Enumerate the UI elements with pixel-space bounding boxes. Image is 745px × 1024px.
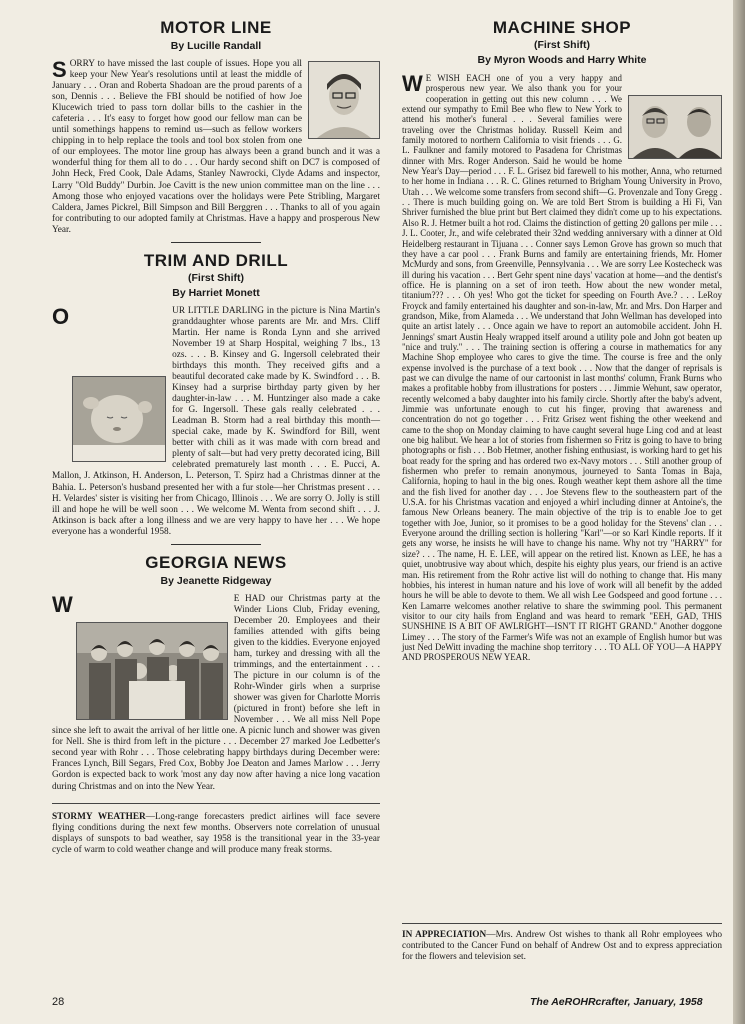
page-number: 28 [52, 996, 65, 1008]
byline: By Harriet Monett [172, 286, 260, 299]
article-title: MACHINE SHOP [492, 18, 632, 37]
horizontal-rule [52, 803, 380, 804]
note-text: —Long-range forecasters predict airlines will face severe flying conditions during the next few months. Observers note correlation of unusual displays of sunspots to bad weather, say 1958 is the transitional year in the 33-year cycle of warm to cold weather change and will produce many freak storms. [52, 811, 380, 855]
drop-cap: O [52, 303, 70, 329]
left-column [52, 18, 380, 856]
publication-footer: The AeROHRcrafter, January, 1958 [530, 996, 703, 1008]
article-title: TRIM AND DRILL [143, 250, 289, 270]
byline: By Jeanette Ridgeway [160, 574, 272, 587]
article-text: UR LITTLE DARLING in the picture is Nina Martin's granddaughter whose parents are Mr. and Mrs. Cliff Martin. Her name is Ronda Lynn and she arrived November 19 at Sharp Hospital, weighing 7 lbs., 13 ozs. . . . B. Kinsey and G. Ingersoll celebrated their birthdays this month. They received gifts and a beautiful decorated cake made by K. Swindford . . . B. Kinsey had a surprise birthday party given by her daughter-in-law . . . M. Huntzinger also made a cake for G. Ingersoll. These gals really celebrated . . . Leadman B. Storm had a real birthday this month—special cake, made by K. Swindford for Bill, went better with chili as it was made with corn bread and plenty of salt—but had very pretty decorated icing, Bill celebrated prematurely last month . . . E. Pucci, A. Mallon, J. Atkinson, H. Anderson, L. Peterson, T. Spirz had a Christmas dinner at the Bahia. L. Peterson's husband presented her with a fur stole—her Christmas present . . . H. Velardes' sister is visiting her from Chicago, Illinois . . . We are sorry O. Jolly is still ill and hope he will be well soon . . . We welcome M. Wenta from second shift . . . J. Atkinson is back after a long illness and we are very happy to have her . . . We hope everyone has a wonderful 1958. [52, 305, 380, 537]
right-column [402, 18, 722, 663]
section-divider [171, 544, 261, 545]
article-body [402, 73, 722, 663]
machine-shop-article [402, 18, 722, 663]
note-heading: STORMY WEATHER [52, 811, 146, 822]
section-divider [171, 242, 261, 243]
article-text: ORRY to have missed the last couple of issues. Hope you all keep your New Year's resolutions until at least the middle of January . . . Oran and Roberta Shadoan are the proud parents of a son, Dennis . . . Believe the FBI should be notified of how Joe Klucewich tried to pass torn dollar bills to the cashier in the cafeteria . . . It's easy to forget how good our fellow man can be until somethings happens to remind us—such as fellow workers chipping in to help replace the tools and tool box stolen from one of our employees. The motor line group has always been a grand bunch and it was a wonderful thing for them all to do . . . Our hardy second shift on DC7 is composed of John Heck, Fred Cook, Dale Adams, Stanley Nawrocki, Clyde Adams and inspector, Larry "Old Buddy" Durbin. Joe Cavitt is the new union committee man on the line . . . Among those who enjoyed vacations over the holidays were Pete Stribling, Margaret Caldera, James Pickrel, Bill Simpson and Bill Berggren . . . Thanks to all of you again for contributing to our adopted family at Christmas. Have a happy and prosperous New Year. [52, 59, 380, 235]
article-text: E WISH EACH one of you a very happy and prosperous new year. We also thank you for your cooperation in getting out this new column . . . We extend our sympathy to Emil Bee who flew to New York to attend his mother's funeral . . . Several families were traveling over the Christmas holiday. Russell Keim and family motored to northern California to visit friends . . . G. L. Faulkner and family motored to Pasadena for Christmas dinner with Mrs. Roger Anderson. Said he would be home New Year's Day—period . . . F. L. Grisez bid farewell to his mother, Anna, who returned to her home in Indiana . . . R. C. Glines returned to Brigham Young University in Provo, Utah . . . We welcome some transfers from second shift—G. Provenzale and Tony Gregg . . . There is much building going on. We are told Bert Strom is building a Hi Fi, Van Shriver furnished the blue print but Bert claimed they didn't come up to his expectations. Also R. J. Hetmer built a hot rod. Claims the distinction of getting 20 gallons per mile . . . J. L. Cooter, Jr., and wife celebrated their 32nd wedding anniversary with a dinner at Old Heidelberg restaurant in Tijuana . . . Conner says Lemon Grove has grown so much that they have a car pool . . . Frank Burns and family are entertaining friends, Mr. Homer McMurdy and sons, from Greenville, Pennsylvania . . . We are sorry Lee Kostecheck was ill during his vacation . . . Bert Gehr spent nine days' vacation at home—and the dentist's office. He is planning on a set of iron teeth. How about the new wonder metal, titanium??? . . . Oh yes! Who got the ticket for speeding on Fourth Ave.? . . . LeRoy Froyck and family entertained his daughter and son-in-law, Mr. and Mrs. Don Harper and grandson, Mike, from Alameda . . . We understand that John Wellman has developed into quite an artist lately . . . Once again we have to report an automobile accident. John H. Jennings' smart Austin Healy wrapped itself around a utility pole and John got beaten up "nice and truly." . . . The training section is offering a course in mathematics for any Machine Shop employee who cares to give the time. The course is free and the only expense involved is the purchase of a text book . . . Now that the danger of reprisals is past we can divulge the name of our cartoonist in last months' column, Frank Burns who makes a profitable hobby from illustrations for posters . . . Jimmie Wehunt, saw operator, recently welcomed a baby daughter into his family circle. Shortly after the baby's advent, Jimmie was unfortunate enough to cut his finger, proving that awareness and concentration do not go together . . . Fritz Grisez went fishing the other weekend and came to the shop on Monday claiming to have caught several huge Ling cod and at least one big halibut. We hear a lot of stories from fishermen so Fritz is going to have to bring photographs or fish . . . Bob Hetmer, another fishing enthusiast, is working hard to get his boat ready for the spring and has ordered two ex-Navy motors . . . Still another group of fishermen who prefer to remain anonymous, journeyed to Santa Tomas in Baja, California, hoping to haul in the big ones. Rough weather kept them ashore all the time and the fish lived for another day . . . Joe Stevens flew to the southeastern part of the U.S.A. for his Christmas vacation and enjoyed a whirl including dinner at Antoine's, the famous New Orleans beanery. The main objective of the trip is to enable Joe to get together with Joe, Junior, so it promises to be a good holiday for the Stevens' clan . . . Everyone around the drilling section is hollering "Karl"—or so Karl Kindle reports. If it gets any worse, he insists he will have to change his name. Why not try "HARRY" for size? . . . The name, H. E. LEE, will appear on the retired list. Known as LEE, he has a quiet, unobtrusive way about which, despite his eighty plus years, our friend is an active man. His retirement from the Rohr active list will do nothing to change that. His many hobbies, his interest in human nature and his love of work will all benefit by the added hours he will be able to devote to them. We all wish Lee Godspeed and good fortune . . . Ken Lamarre welcomes another relative to share the swimming pool. This permanent visitor to our city hails from England and was heard to remark "EEH, GAD, THIS SUNSHINE IS A BIT OF AWLRIGHT—ISN'T IT RIGHT GRAND." Another doggone Limey . . . The story of the Farmer's Wife was not an example of English humor but was just Ned DeWitt invading the machine shop territory . . . TO ALL OF YOU—A HAPPY AND PROSPEROUS NEW YEAR. [402, 73, 722, 663]
page-edge-shadow [733, 0, 745, 1024]
article-title: GEORGIA NEWS [145, 552, 287, 572]
article-subtitle: (First Shift) [534, 39, 590, 51]
article-body [52, 303, 380, 538]
article-title: MOTOR LINE [160, 18, 272, 37]
motor-line-article [52, 18, 380, 236]
group-photo [76, 622, 228, 720]
stormy-weather-note [52, 812, 380, 856]
baby-photo [72, 376, 166, 462]
article-subtitle: (First Shift) [188, 271, 244, 284]
appreciation-block [402, 923, 722, 963]
note-heading: IN APPRECIATION [402, 930, 487, 940]
byline: By Myron Woods and Harry White [477, 54, 647, 66]
georgia-news-article [52, 553, 380, 793]
drop-cap: S [52, 57, 67, 82]
portrait-photo [308, 61, 380, 139]
horizontal-rule [402, 923, 722, 924]
byline: By Lucille Randall [170, 40, 262, 52]
appreciation-note [402, 930, 722, 963]
article-body [52, 591, 380, 793]
drop-cap: W [402, 71, 423, 96]
article-text: E HAD our Christmas party at the Winder Lions Club, Friday evening, December 20. Employees and their families attended with gifts being given to the kiddies. Everyone enjoyed ham, turkey and dressing with all the trimmings, and the entertainment . . . The picture in our column is of the Rohr-Winder girls when a surprise shower was given for Charlotte Morris (pictured in front) before she left in November . . . We all miss Nell Pope since she left to await the arrival of her little one. A picnic lunch and shower was given for Nell. She is third from left in the picture . . . December 27 marked Joe Ledbetter's second year with Rohr . . . Those celebrating happy birthdays during December were: Frances Lynch, Bill Segars, Fred Cox, Bobby Joe Deaton and James Marlow . . . Jerry Gordon is expected back to work 'most any day now after having a nice long vacation during Christmas and on into the New Year. [52, 593, 380, 792]
note-text: —Mrs. Andrew Ost wishes to thank all Rohr employees who contributed to the Cancer Fund on behalf of Andrew Ost and to express appreciation for the flowers and television set. [402, 930, 723, 963]
portraits-photo [628, 95, 722, 159]
drop-cap: W [52, 591, 73, 617]
trim-and-drill-article [52, 251, 380, 538]
